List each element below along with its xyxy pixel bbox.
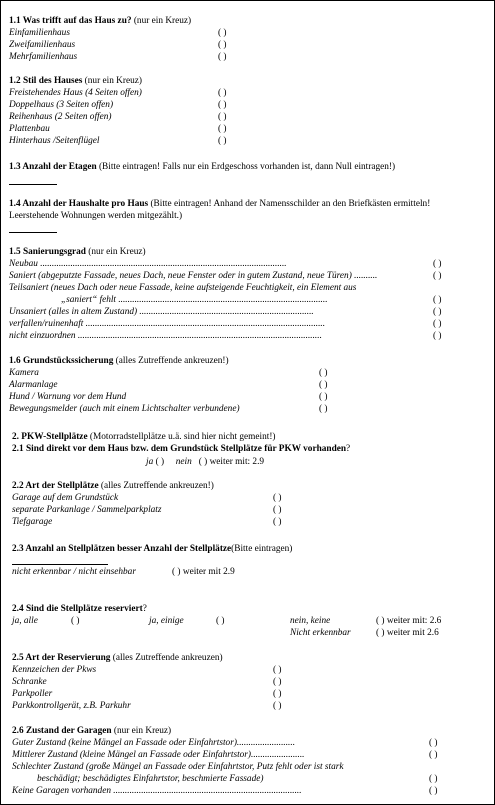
section-2-4-skip: ( ) weiter mit: 2.6 [376, 616, 442, 626]
option-label: Hinterhaus /Seitenflügel [9, 136, 100, 146]
option-label: separate Parkanlage / Sammelparkplatz [12, 505, 162, 515]
checkbox[interactable]: ( ) [218, 88, 227, 98]
option-label: Hund / Warnung vor dem Hund [9, 392, 127, 402]
checkbox[interactable]: ( ) [273, 493, 282, 503]
section-1-4-heading: 1.4 Anzahl der Haushalte pro Haus (Bitte eintragen! Anhand der Namensschilder an den Briefkästen ermitteln! [9, 199, 431, 209]
option-label: ja, einige [149, 616, 184, 626]
option-label: ja [146, 457, 154, 467]
option-label: nicht erkennbar / nicht einsehbar [12, 567, 136, 577]
option-label: verfallen/ruinenhaft ....................................................................................................... [9, 319, 326, 329]
option-label: Bewegungsmelder (auch mit einem Lichtschalter verbundene) [9, 404, 240, 414]
checkbox[interactable]: ( ) [273, 505, 282, 515]
option-label: Mehrfamilienhaus [9, 52, 78, 62]
option-label: Guter Zustand (keine Mängel an Fassade oder Einfahrtstor)......................... [12, 738, 296, 748]
option-label: Einfamilienhaus [9, 28, 70, 38]
option-label: nein [175, 457, 192, 467]
option-label: Parkpoller [12, 689, 53, 699]
checkbox[interactable]: ( ) [273, 517, 282, 527]
option-label: Tiefgarage [12, 517, 53, 527]
checkbox[interactable]: ( ) [273, 665, 282, 675]
section-2-4-heading: 2.4 Sind die Stellplätze reserviert? [12, 604, 147, 614]
option-label: ja, alle [12, 616, 38, 626]
checkbox[interactable]: ( ) [429, 738, 438, 748]
checkbox[interactable]: ( ) [376, 628, 385, 638]
section-1-3-heading: 1.3 Anzahl der Etagen (Bitte eintragen! Falls nur ein Erdgeschoss vorhanden ist, dann Null eintragen!) [9, 162, 396, 172]
checkbox[interactable]: ( ) [319, 380, 328, 390]
checkbox[interactable]: ( ) [218, 136, 227, 146]
option-label: „saniert“ fehlt .......................................................................................... [61, 295, 328, 305]
checkbox[interactable]: ( ) [429, 750, 438, 760]
section-2-5-heading: 2.5 Art der Reservierung (alles Zutreffende ankreuzen) [12, 653, 223, 663]
checkbox[interactable]: ( ) [273, 677, 282, 687]
checkbox[interactable]: ( ) [433, 259, 442, 269]
checkbox[interactable]: ( ) [218, 40, 227, 50]
option-label: Keine Garagen vorhanden ................................................................................. [12, 786, 302, 796]
section-1-1-heading: 1.1 Was trifft auf das Haus zu? (nur ein Kreuz) [9, 16, 192, 26]
section-1-6-heading: 1.6 Grundstückssicherung (alles Zutreffende ankreuzen!) [9, 356, 229, 366]
option-label: Reihenhaus (2 Seiten offen) [9, 112, 112, 122]
checkbox[interactable]: ( ) [218, 28, 227, 38]
option-label: beschädigt; beschädigtes Einfahrtstor, beschmierte Fassade) [37, 774, 264, 784]
option-label: Alarmanlage [9, 380, 58, 390]
option-label: Kennzeichen der Pkws [12, 665, 97, 675]
option-label: Neubau .......................................................................................................... [9, 259, 287, 269]
section-1-4-hint: Leerstehende Wohnungen werden mitgezählt.) [9, 211, 183, 221]
option-label: Saniert (abgeputzte Fassade, neues Dach, neue Fenster oder in gutem Zustand, neue Türen) .......... [9, 271, 378, 281]
option-label: Schlechter Zustand (große Mängel an Fassade oder Einfahrtstor, Putz fehlt oder ist stark [12, 762, 344, 772]
answer-line[interactable] [9, 232, 57, 233]
checkbox[interactable]: ( ) [319, 404, 328, 414]
section-2-3-skip: ( ) weiter mit 2.9 [172, 567, 235, 577]
option-label: nein, keine [290, 616, 331, 626]
option-label: Teilsaniert (neues Dach oder neue Fassade, keine aufsteigende Feuchtigkeit, ein Element aus [9, 283, 357, 293]
section-2-1-answers: ja ( ) nein ( ) weiter mit: 2.9 [146, 457, 265, 467]
checkbox[interactable]: ( ) [433, 307, 442, 317]
answer-line[interactable] [12, 564, 108, 565]
checkbox[interactable]: ( ) [433, 271, 442, 281]
option-label: Garage auf dem Grundstück [12, 493, 119, 503]
checkbox[interactable]: ( ) [273, 701, 282, 711]
answer-line[interactable] [9, 184, 57, 185]
option-label: Nicht erkennbar [290, 628, 351, 638]
option-label: Schranke [12, 677, 47, 687]
checkbox[interactable]: ( ) [319, 368, 328, 378]
checkbox[interactable]: ( ) [198, 457, 208, 467]
option-label: Unsaniert (alles in altem Zustand) ........................................................................... [9, 307, 314, 317]
section-2-heading: 2. PKW-Stellplätze (Motorradstellplätze u.ä. sind hier nicht gemeint!) [12, 432, 276, 442]
option-label: Parkkontrollgerät, z.B. Parkuhr [12, 701, 131, 711]
option-label: Zweifamilienhaus [9, 40, 76, 50]
option-label: Freistehendes Haus (4 Seiten offen) [9, 88, 142, 98]
checkbox[interactable]: ( ) [433, 319, 442, 329]
checkbox[interactable]: ( ) [216, 616, 225, 626]
section-2-3-heading: 2.3 Anzahl an Stellplätzen besser Anzahl der Stellplätze(Bitte eintragen) [12, 544, 293, 554]
checkbox[interactable]: ( ) [172, 567, 181, 577]
section-2-1-heading: 2.1 Sind direkt vor dem Haus bzw. dem Grundstück Stellplätze für PKW vorhanden? [12, 444, 351, 454]
section-2-6-heading: 2.6 Zustand der Garagen (nur ein Kreuz) [12, 726, 172, 736]
checkbox[interactable]: ( ) [433, 295, 442, 305]
checkbox[interactable]: ( ) [155, 457, 165, 467]
option-label: Kamera [9, 368, 39, 378]
option-label: Doppelhaus (3 Seiten offen) [9, 100, 114, 110]
checkbox[interactable]: ( ) [376, 616, 385, 626]
section-2-2-heading: 2.2 Art der Stellplätze (alles Zutreffende ankreuzen!) [12, 481, 214, 491]
checkbox[interactable]: ( ) [273, 689, 282, 699]
checkbox[interactable]: ( ) [429, 786, 438, 796]
checkbox[interactable]: ( ) [218, 124, 227, 134]
option-label: Plattenbau [9, 124, 50, 134]
checkbox[interactable]: ( ) [429, 774, 438, 784]
section-1-2-heading: 1.2 Stil des Hauses (nur ein Kreuz) [9, 76, 142, 86]
section-2-4-skip: ( ) weiter mit 2.6 [376, 628, 439, 638]
checkbox[interactable]: ( ) [218, 112, 227, 122]
checkbox[interactable]: ( ) [218, 100, 227, 110]
checkbox[interactable]: ( ) [433, 331, 442, 341]
checkbox[interactable]: ( ) [218, 52, 227, 62]
option-label: Mittlerer Zustand (kleine Mängel an Fassade oder Einfahrtstor)....................... [12, 750, 305, 760]
section-1-5-heading: 1.5 Sanierungsgrad (nur ein Kreuz) [9, 247, 146, 257]
checkbox[interactable]: ( ) [319, 392, 328, 402]
option-label: nicht einzuordnen ......................................................................................................... [9, 331, 322, 341]
checkbox[interactable]: ( ) [71, 616, 80, 626]
